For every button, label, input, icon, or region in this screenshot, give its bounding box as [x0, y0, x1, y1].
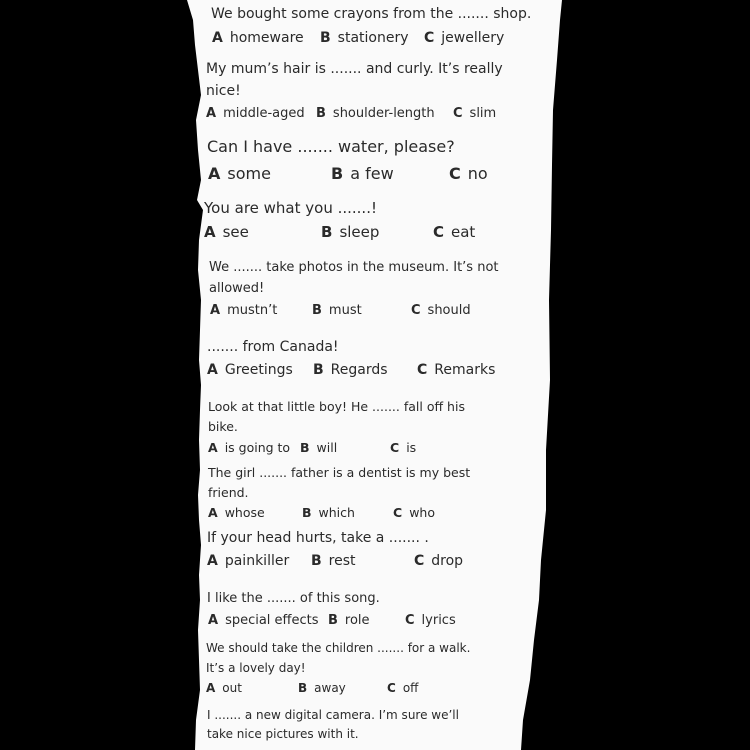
question-5-text-line-2: allowed! [209, 281, 265, 296]
option-text: rest [328, 553, 356, 569]
option-text: jewellery [441, 30, 505, 46]
question-5-option-c[interactable] [411, 303, 471, 318]
question-1-option-c[interactable] [424, 30, 504, 46]
question-12-text-line-2: take nice pictures with it. [207, 727, 359, 741]
option-text: painkiller [224, 553, 290, 569]
option-letter: A [207, 362, 218, 378]
question-6-option-b[interactable] [313, 362, 388, 378]
question-7-option-a[interactable] [208, 440, 290, 455]
option-text: is [406, 440, 417, 455]
question-11-text-line-2: It’s a lovely day! [206, 661, 306, 675]
option-letter: C [390, 440, 400, 455]
option-text: whose [224, 505, 265, 520]
question-8-option-b[interactable] [302, 505, 355, 520]
question-11-text-line-1: We should take the children ....... for a walk. [206, 641, 471, 655]
option-letter: C [405, 613, 415, 628]
question-1-text: We bought some crayons from the ....... shop. [211, 6, 532, 22]
option-text: must [328, 303, 362, 318]
question-9-option-c[interactable] [414, 553, 463, 569]
option-letter: B [302, 505, 312, 520]
question-3-option-a[interactable] [208, 164, 271, 183]
option-text: drop [431, 553, 464, 569]
option-text: mustn’t [227, 303, 278, 318]
option-text: is going to [224, 440, 291, 455]
option-text: some [227, 164, 271, 183]
question-7-option-c[interactable] [390, 440, 416, 455]
question-1-option-a[interactable] [212, 30, 304, 46]
option-text: who [409, 505, 435, 520]
question-10-option-b[interactable] [328, 613, 370, 628]
option-text: should [427, 303, 471, 318]
option-text: role [344, 613, 370, 628]
question-7-option-b[interactable] [300, 440, 337, 455]
question-4-option-b[interactable] [321, 223, 379, 241]
option-letter: B [316, 106, 326, 121]
question-9-option-b[interactable] [311, 553, 356, 569]
option-letter: B [321, 223, 333, 241]
question-7-text-line-1: Look at that little boy! He ....... fall off his [208, 399, 465, 414]
question-5-text-line-1: We ....... take photos in the museum. It’s not [209, 260, 499, 275]
option-letter: C [393, 505, 403, 520]
option-letter: A [206, 681, 216, 695]
question-6-option-a[interactable] [207, 362, 293, 378]
question-5-option-a[interactable] [210, 303, 277, 318]
option-letter: B [300, 440, 310, 455]
option-letter: B [331, 164, 344, 183]
option-letter: A [208, 613, 219, 628]
question-2-option-a[interactable] [206, 106, 305, 121]
question-6-option-c[interactable] [417, 362, 495, 378]
question-12-text-line-1: I ....... a new digital camera. I’m sure we’ll [207, 708, 459, 722]
option-letter: B [328, 613, 338, 628]
question-2-option-c[interactable] [453, 106, 496, 121]
option-text: shoulder-length [332, 106, 435, 121]
question-9-text: If your head hurts, take a ....... . [207, 530, 429, 546]
option-letter: B [298, 681, 308, 695]
option-letter: A [208, 440, 218, 455]
option-text: stationery [337, 30, 409, 46]
option-letter: A [210, 303, 221, 318]
option-letter: C [453, 106, 463, 121]
option-letter: A [204, 223, 216, 241]
question-8-option-c[interactable] [393, 505, 435, 520]
option-text: homeware [229, 30, 304, 46]
question-11-option-c[interactable] [387, 681, 418, 695]
option-letter: B [311, 553, 322, 569]
question-2-option-b[interactable] [316, 106, 435, 121]
option-letter: B [312, 303, 322, 318]
option-letter: A [207, 553, 218, 569]
option-letter: C [387, 681, 396, 695]
option-letter: C [424, 30, 435, 46]
option-text: which [318, 505, 355, 520]
option-letter: C [414, 553, 425, 569]
question-10-option-c[interactable] [405, 613, 456, 628]
question-3-option-c[interactable] [449, 164, 488, 183]
question-4-text: You are what you .......! [204, 199, 377, 217]
option-text: see [222, 223, 249, 241]
option-text: Regards [330, 362, 388, 378]
option-letter: B [320, 30, 331, 46]
question-2-text-line-1: My mum’s hair is ....... and curly. It’s really [206, 61, 503, 77]
question-7-text-line-2: bike. [208, 419, 238, 434]
question-5-option-b[interactable] [312, 303, 362, 318]
option-letter: A [208, 505, 218, 520]
option-text: no [467, 164, 488, 183]
option-text: sleep [339, 223, 380, 241]
option-text: off [402, 681, 419, 695]
option-letter: C [417, 362, 428, 378]
option-text: middle-aged [223, 106, 305, 121]
question-8-option-a[interactable] [208, 505, 265, 520]
option-text: eat [451, 223, 476, 241]
option-letter: A [206, 106, 217, 121]
question-6-text: ....... from Canada! [207, 339, 339, 355]
question-9-option-a[interactable] [207, 553, 289, 569]
option-text: slim [469, 106, 497, 121]
question-4-option-a[interactable] [204, 223, 249, 241]
question-11-option-a[interactable] [206, 681, 242, 695]
option-text: will [316, 440, 338, 455]
question-10-option-a[interactable] [208, 613, 319, 628]
question-1-option-b[interactable] [320, 30, 409, 46]
option-text: Greetings [224, 362, 293, 378]
option-letter: C [411, 303, 421, 318]
question-3-option-b[interactable] [331, 164, 394, 183]
option-letter: C [449, 164, 461, 183]
option-text: Remarks [434, 362, 496, 378]
option-text: away [314, 681, 346, 695]
option-text: special effects [225, 613, 319, 628]
option-letter: C [433, 223, 445, 241]
option-letter: A [212, 30, 223, 46]
option-text: a few [350, 164, 394, 183]
option-letter: A [208, 164, 221, 183]
question-4-option-c[interactable] [433, 223, 475, 241]
question-3-text: Can I have ....... water, please? [207, 137, 455, 156]
question-2-text-line-2: nice! [206, 83, 241, 99]
question-8-text-line-1: The girl ....... father is a dentist is my best [208, 465, 471, 480]
option-text: out [222, 681, 242, 695]
option-letter: B [313, 362, 324, 378]
question-8-text-line-2: friend. [208, 485, 249, 500]
question-10-text: I like the ....... of this song. [207, 591, 380, 606]
question-11-option-b[interactable] [298, 681, 346, 695]
option-text: lyrics [421, 613, 456, 628]
